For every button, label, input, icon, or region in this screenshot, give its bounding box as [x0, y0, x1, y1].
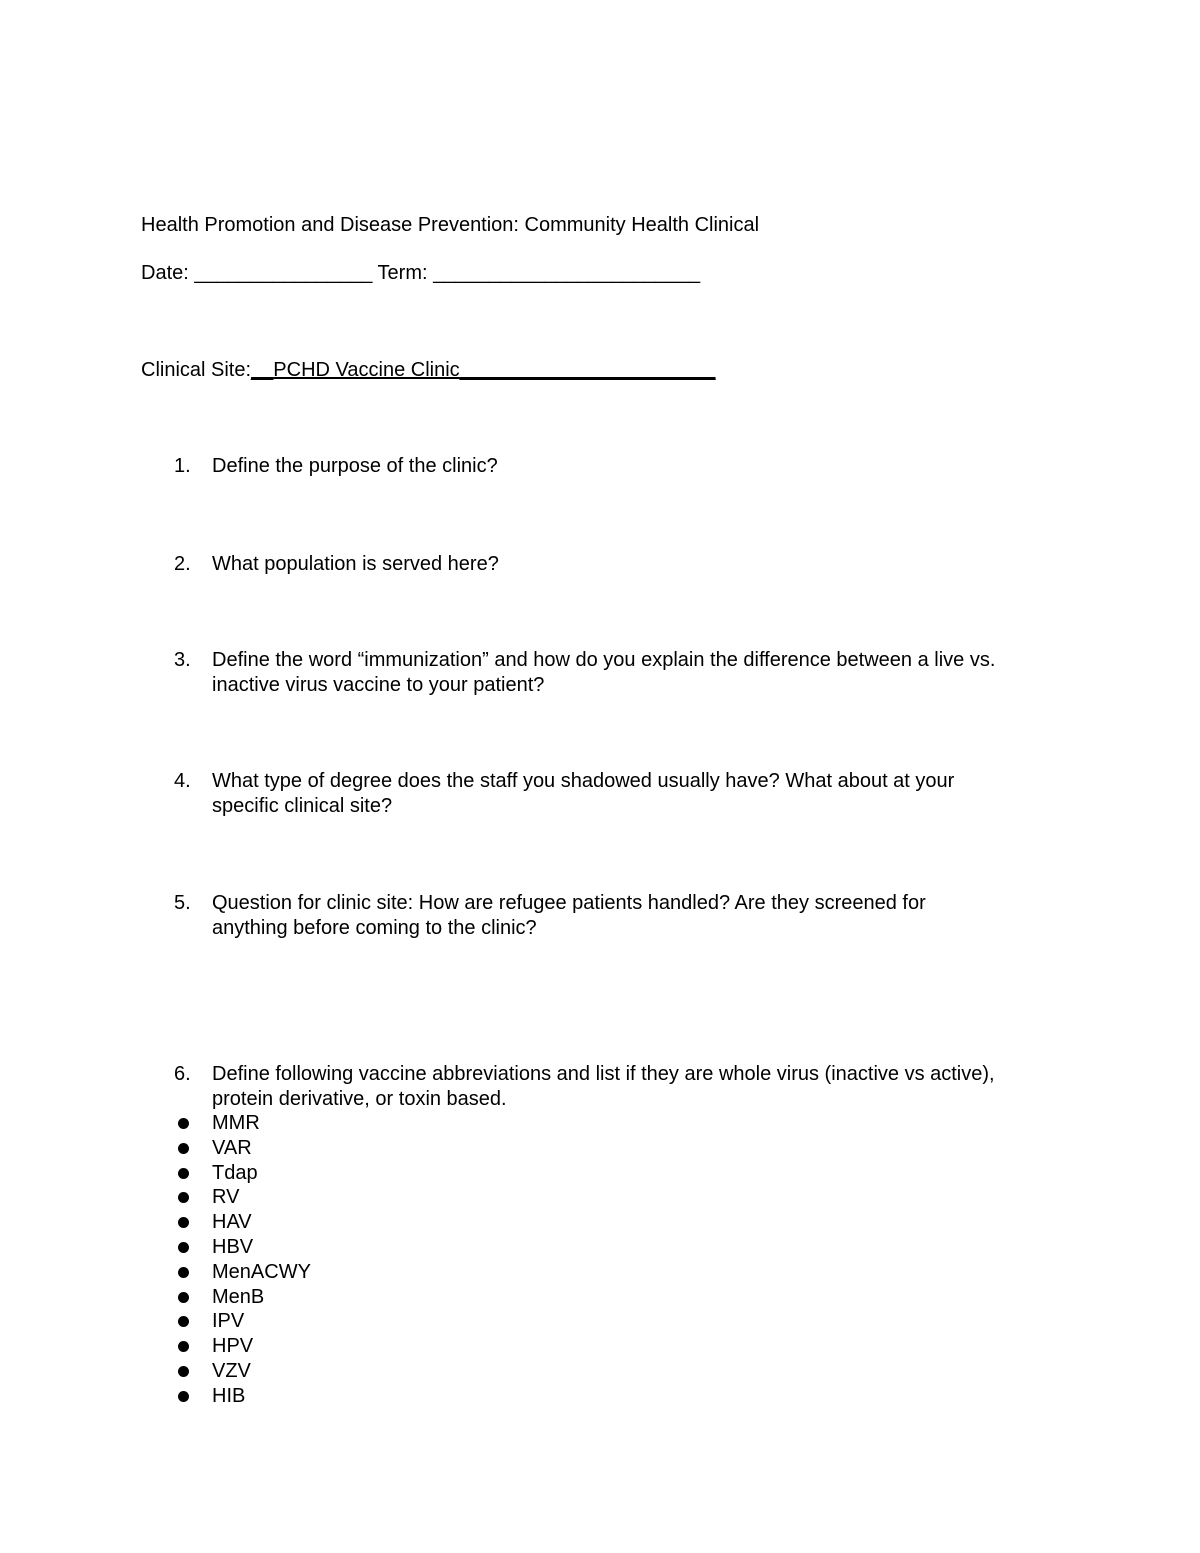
question-5: [174, 891, 1074, 941]
bullet-icon: [178, 1118, 189, 1129]
bullet-icon: [178, 1292, 189, 1303]
clinical-site-line: [141, 358, 716, 383]
vaccine-abbreviation: HAV: [212, 1211, 252, 1234]
question-text: Define the purpose of the clinic?: [212, 455, 498, 477]
list-item: [174, 1111, 311, 1136]
bullet-icon: [178, 1242, 189, 1253]
question-number: 2.: [174, 553, 191, 575]
question-number: 5.: [174, 892, 191, 914]
question-6: [174, 1062, 1074, 1112]
bullet-icon: [178, 1267, 189, 1278]
document-title: Health Promotion and Disease Prevention: Community Health Clinical: [141, 214, 760, 236]
vaccine-abbreviation: HIB: [212, 1384, 246, 1407]
question-number: 4.: [174, 770, 191, 792]
question-text-line-2: specific clinical site?: [212, 795, 393, 817]
list-item: [174, 1161, 311, 1186]
clinical-site-value[interactable]: PCHD Vaccine Clinic: [273, 359, 460, 381]
question-4: [174, 769, 1074, 819]
date-blank[interactable]: ________________: [194, 262, 373, 284]
list-item: [174, 1359, 311, 1384]
question-text-line-1: Define the word “immunization” and how do you explain the difference between a live vs.: [212, 649, 996, 671]
vaccine-abbreviation: HBV: [212, 1235, 254, 1258]
vaccine-abbreviation: MenACWY: [212, 1260, 311, 1283]
list-item: [174, 1334, 311, 1359]
question-number: 1.: [174, 455, 191, 477]
question-number: 3.: [174, 649, 191, 671]
question-text-line-1: Question for clinic site: How are refugee patients handled? Are they screened for: [212, 892, 926, 914]
question-text-line-1: Define following vaccine abbreviations and list if they are whole virus (inactive vs active),: [212, 1063, 995, 1085]
date-term-line: [141, 261, 700, 286]
question-text-line-2: inactive virus vaccine to your patient?: [212, 674, 545, 696]
question-2: [174, 552, 1074, 577]
question-text-line-1: What type of degree does the staff you shadowed usually have? What about at your: [212, 770, 955, 792]
question-number: 6.: [174, 1063, 191, 1085]
list-item: [174, 1136, 311, 1161]
vaccine-abbreviation: IPV: [212, 1310, 245, 1333]
bullet-icon: [178, 1192, 189, 1203]
question-3: [174, 648, 1074, 698]
list-item: [174, 1285, 311, 1310]
bullet-icon: [178, 1391, 189, 1402]
bullet-icon: [178, 1143, 189, 1154]
list-item: [174, 1185, 311, 1210]
bullet-icon: [178, 1341, 189, 1352]
list-item: [174, 1235, 311, 1260]
vaccine-abbreviation: HPV: [212, 1335, 254, 1358]
clinical-site-suffix: _______________________: [459, 359, 716, 381]
vaccine-abbreviation: MenB: [212, 1285, 265, 1308]
list-item: [174, 1309, 311, 1334]
bullet-icon: [178, 1316, 189, 1327]
date-label: Date:: [141, 262, 189, 284]
list-item: [174, 1384, 311, 1409]
clinical-site-label: Clinical Site:: [141, 359, 252, 381]
term-label: Term:: [377, 262, 428, 284]
vaccine-abbreviation: MMR: [212, 1112, 260, 1134]
bullet-icon: [178, 1217, 189, 1228]
question-1: [174, 454, 1074, 479]
term-blank[interactable]: ________________________: [433, 262, 701, 284]
clinical-site-prefix: __: [251, 359, 274, 381]
question-text: What population is served here?: [212, 553, 499, 575]
bullet-icon: [178, 1366, 189, 1377]
list-item: [174, 1260, 311, 1285]
vaccine-abbreviation: RV: [212, 1186, 240, 1209]
vaccine-list: [174, 1111, 311, 1409]
bullet-icon: [178, 1168, 189, 1179]
question-text-line-2: protein derivative, or toxin based.: [212, 1088, 507, 1110]
vaccine-abbreviation: VZV: [212, 1359, 251, 1382]
vaccine-abbreviation: VAR: [212, 1136, 252, 1159]
vaccine-abbreviation: Tdap: [212, 1161, 258, 1184]
list-item: [174, 1210, 311, 1235]
question-text-line-2: anything before coming to the clinic?: [212, 917, 537, 939]
